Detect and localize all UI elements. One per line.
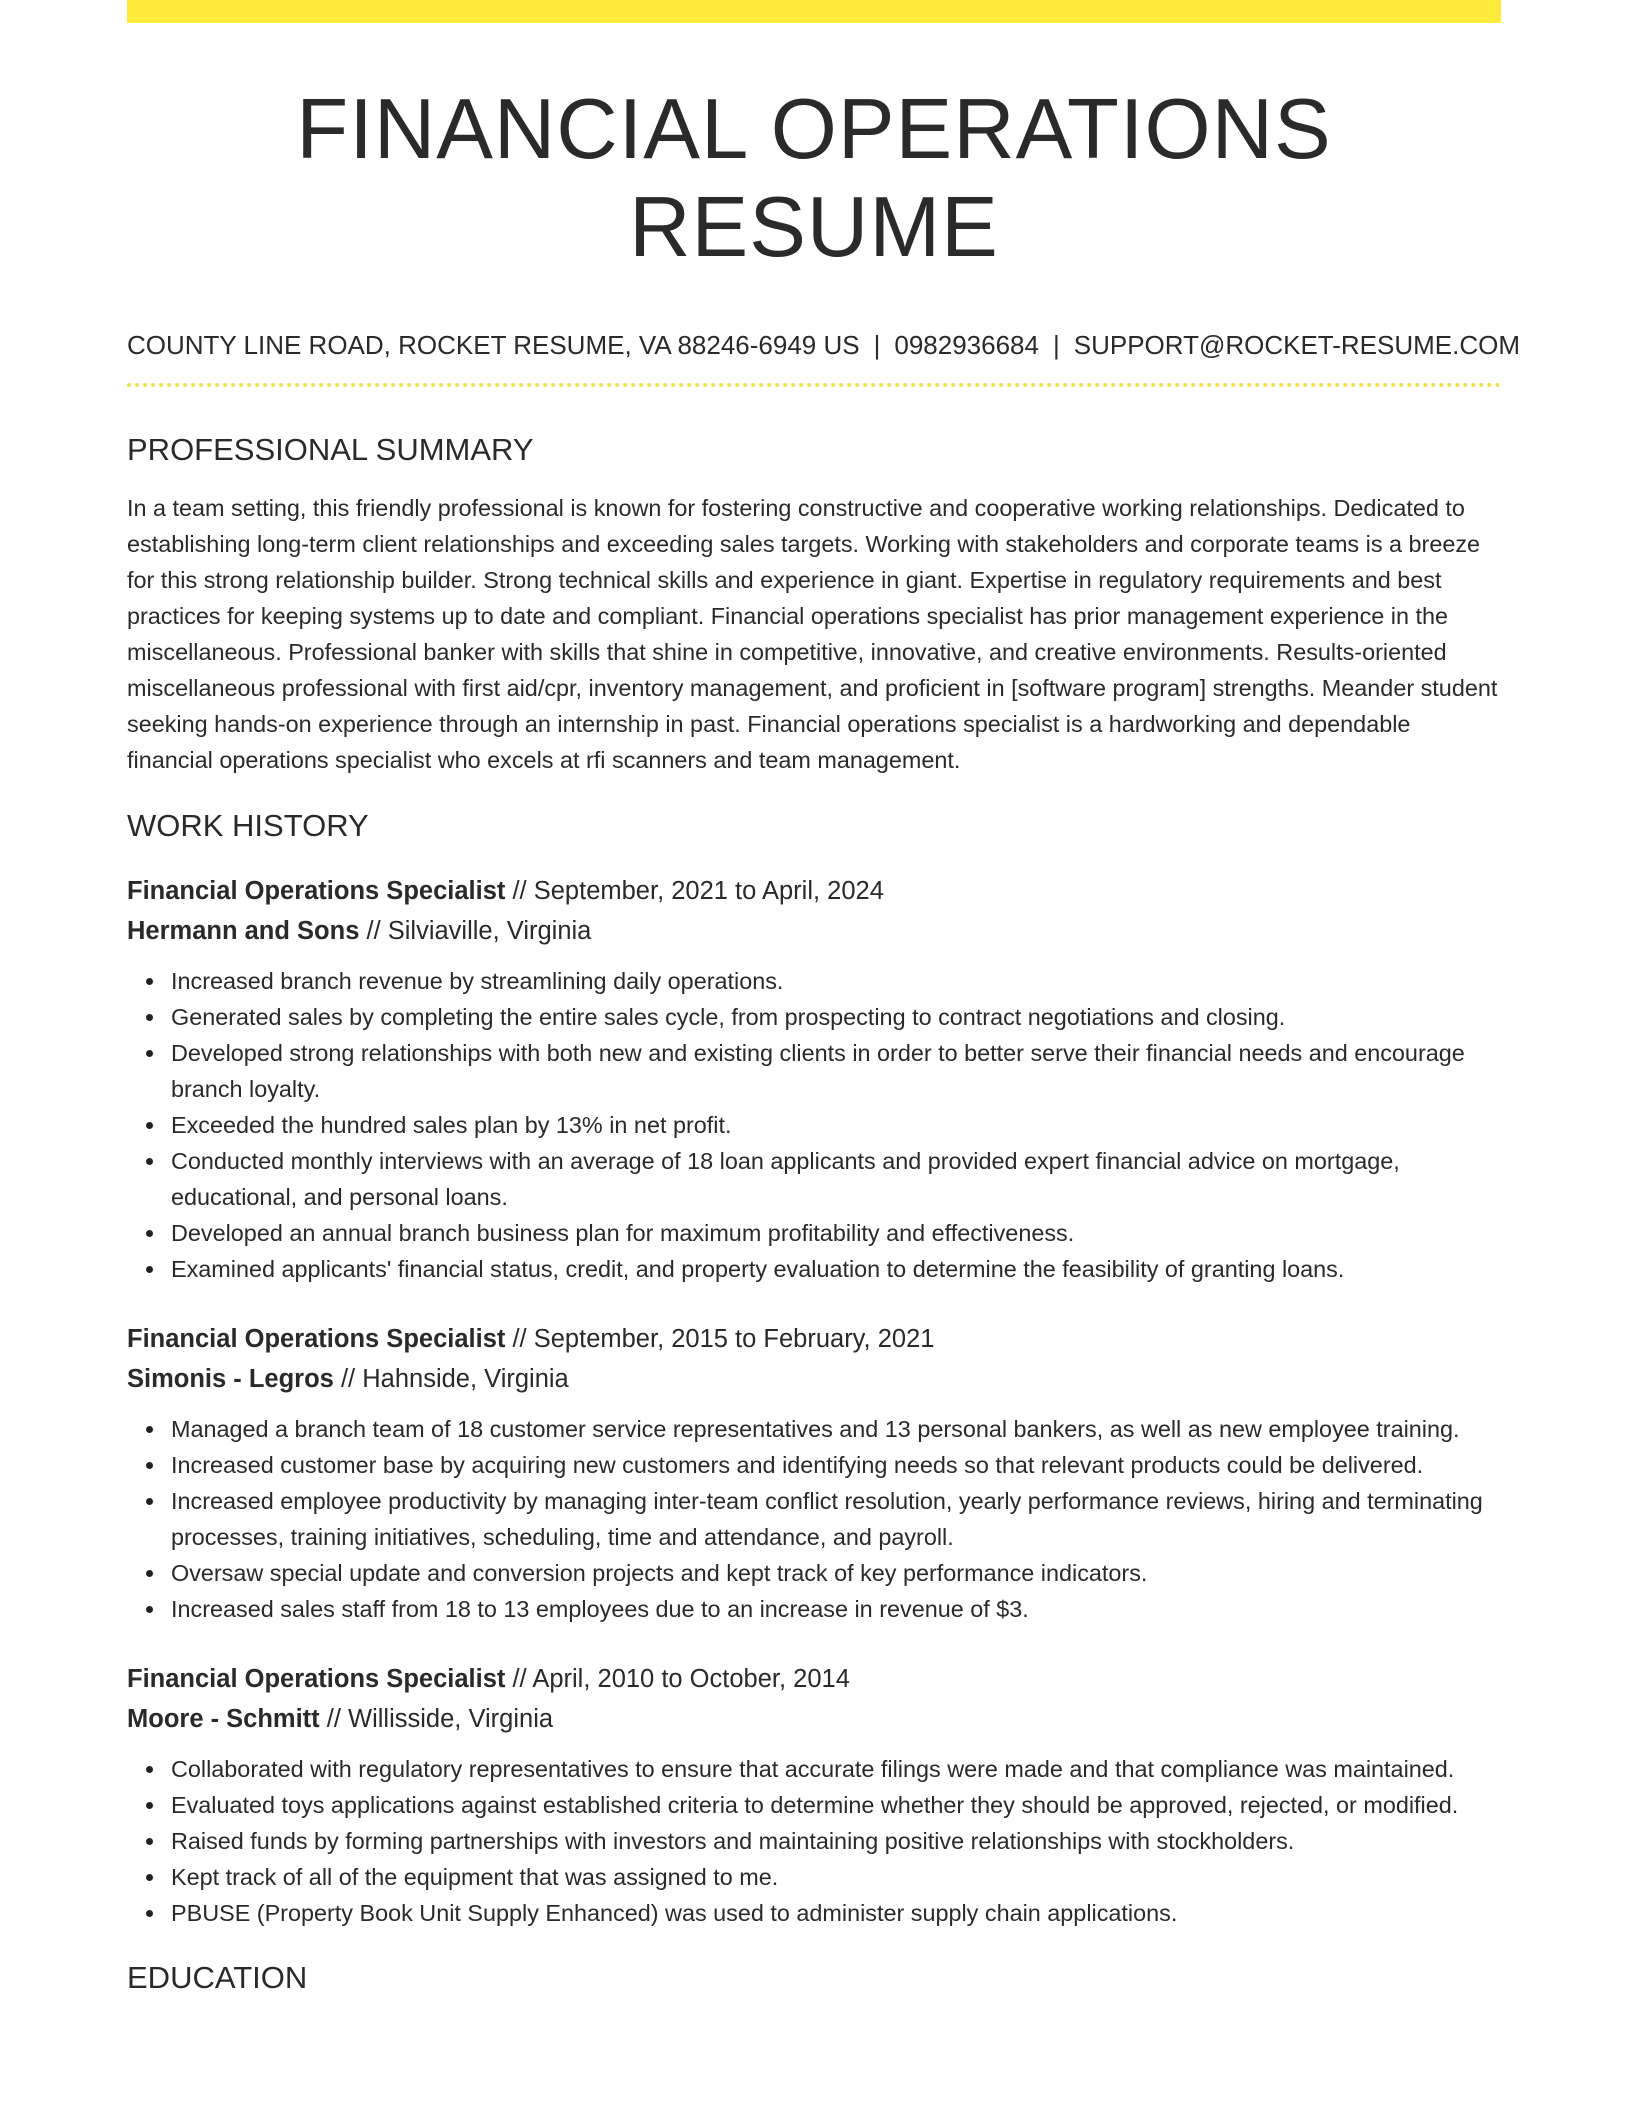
job-bullet: Increased branch revenue by streamlining daily operations. xyxy=(171,963,1501,999)
job-bullet: Kept track of all of the equipment that was assigned to me. xyxy=(171,1859,1501,1895)
job-title: Financial Operations Specialist xyxy=(127,1665,506,1693)
job-separator: // xyxy=(340,1365,356,1393)
contact-email: SUPPORT@ROCKET-RESUME.COM xyxy=(1073,330,1521,360)
job-separator: // xyxy=(512,1325,527,1353)
job-separator: // xyxy=(512,1665,527,1693)
job-bullet: Managed a branch team of 18 customer service representatives and 13 personal bankers, as well as new employee training. xyxy=(171,1411,1501,1447)
job-location: Willisside, Virginia xyxy=(348,1705,554,1733)
contact-separator: | xyxy=(1052,330,1060,360)
job-bullet: PBUSE (Property Book Unit Supply Enhanced) was used to administer supply chain applications. xyxy=(171,1895,1501,1931)
resume-title: FINANCIAL OPERATIONS RESUME xyxy=(296,82,1332,275)
job-location: Silviaville, Virginia xyxy=(387,917,592,945)
work-history-heading: WORK HISTORY xyxy=(127,808,369,843)
job-separator: // xyxy=(366,917,381,945)
job-bullet: Developed strong relationships with both new and existing clients in order to better serve their financial needs and encourage branch loyalty. xyxy=(171,1035,1501,1107)
job-entry xyxy=(127,1659,1501,1931)
summary-heading: PROFESSIONAL SUMMARY xyxy=(127,432,534,467)
job-bullet: Examined applicants' financial status, credit, and property evaluation to determine the feasibility of granting loans. xyxy=(171,1251,1501,1287)
job-bullet-list xyxy=(127,963,1501,1287)
job-entry xyxy=(127,871,1501,1287)
job-bullet: Increased sales staff from 18 to 13 employees due to an increase in revenue of $3. xyxy=(171,1591,1501,1627)
contact-separator: | xyxy=(873,330,881,360)
job-title-line xyxy=(127,871,1501,911)
job-bullet: Collaborated with regulatory representatives to ensure that accurate filings were made and that compliance was maintained. xyxy=(171,1751,1501,1787)
job-company: Simonis - Legros xyxy=(127,1365,334,1393)
dotted-divider xyxy=(127,383,1501,387)
job-dates: September, 2015 to February, 2021 xyxy=(533,1325,935,1353)
job-bullet-list xyxy=(127,1411,1501,1627)
job-title-line xyxy=(127,1659,1501,1699)
job-title-line xyxy=(127,1319,1501,1359)
accent-bar xyxy=(127,0,1501,23)
job-company: Hermann and Sons xyxy=(127,917,360,945)
contact-address: COUNTY LINE ROAD, ROCKET RESUME, VA 88246-6949 US xyxy=(127,330,860,360)
job-location: Hahnside, Virginia xyxy=(362,1365,569,1393)
job-title: Financial Operations Specialist xyxy=(127,877,506,905)
job-bullet: Raised funds by forming partnerships with investors and maintaining positive relationships with stockholders. xyxy=(171,1823,1501,1859)
job-company-line xyxy=(127,1699,1501,1739)
job-dates: April, 2010 to October, 2014 xyxy=(532,1665,850,1693)
job-bullet: Developed an annual branch business plan for maximum profitability and effectiveness. xyxy=(171,1215,1501,1251)
job-bullet: Conducted monthly interviews with an average of 18 loan applicants and provided expert financial advice on mortgage, educational, and personal loans. xyxy=(171,1143,1501,1215)
job-company: Moore - Schmitt xyxy=(127,1705,320,1733)
job-bullet: Increased customer base by acquiring new customers and identifying needs so that relevant products could be delivered. xyxy=(171,1447,1501,1483)
job-bullet: Generated sales by completing the entire sales cycle, from prospecting to contract negotiations and closing. xyxy=(171,999,1501,1035)
job-separator: // xyxy=(512,877,527,905)
summary-text: In a team setting, this friendly professional is known for fostering constructive and cooperative working relationships. Dedicated to establishing long-term client relationships and exceeding sales targets. Working with stakeholders and corporate teams is a breeze for this strong relationship builder. Strong technical skills and experience in giant. Expertise in regulatory requirements and best practices for keeping systems up to date and compliant. Financial operations specialist has prior management experience in the miscellaneous. Professional banker with skills that shine in competitive, innovative, and creative environments. Results-oriented miscellaneous professional with first aid/cpr, inventory management, and proficient in [software program] strengths. Meander student seeking hands-on experience through an internship in past. Financial operations specialist is a hardworking and dependable financial operations specialist who excels at rfi scanners and team management. xyxy=(127,495,1498,773)
job-dates: September, 2021 to April, 2024 xyxy=(533,877,884,905)
contact-line xyxy=(127,329,1521,361)
education-heading: EDUCATION xyxy=(127,1960,308,1995)
job-title: Financial Operations Specialist xyxy=(127,1325,506,1353)
job-bullet: Evaluated toys applications against established criteria to determine whether they should be approved, rejected, or modified. xyxy=(171,1787,1501,1823)
resume-page xyxy=(127,0,1521,1997)
job-company-line xyxy=(127,911,1501,951)
job-company-line xyxy=(127,1359,1501,1399)
job-bullet: Oversaw special update and conversion projects and kept track of key performance indicators. xyxy=(171,1555,1501,1591)
job-bullet: Increased employee productivity by managing inter-team conflict resolution, yearly performance reviews, hiring and terminating processes, training initiatives, scheduling, time and attendance, and payroll. xyxy=(171,1483,1501,1555)
job-bullet: Exceeded the hundred sales plan by 13% in net profit. xyxy=(171,1107,1501,1143)
contact-phone: 0982936684 xyxy=(894,330,1039,360)
job-entry xyxy=(127,1319,1501,1627)
job-bullet-list xyxy=(127,1751,1501,1931)
job-separator: // xyxy=(326,1705,341,1733)
